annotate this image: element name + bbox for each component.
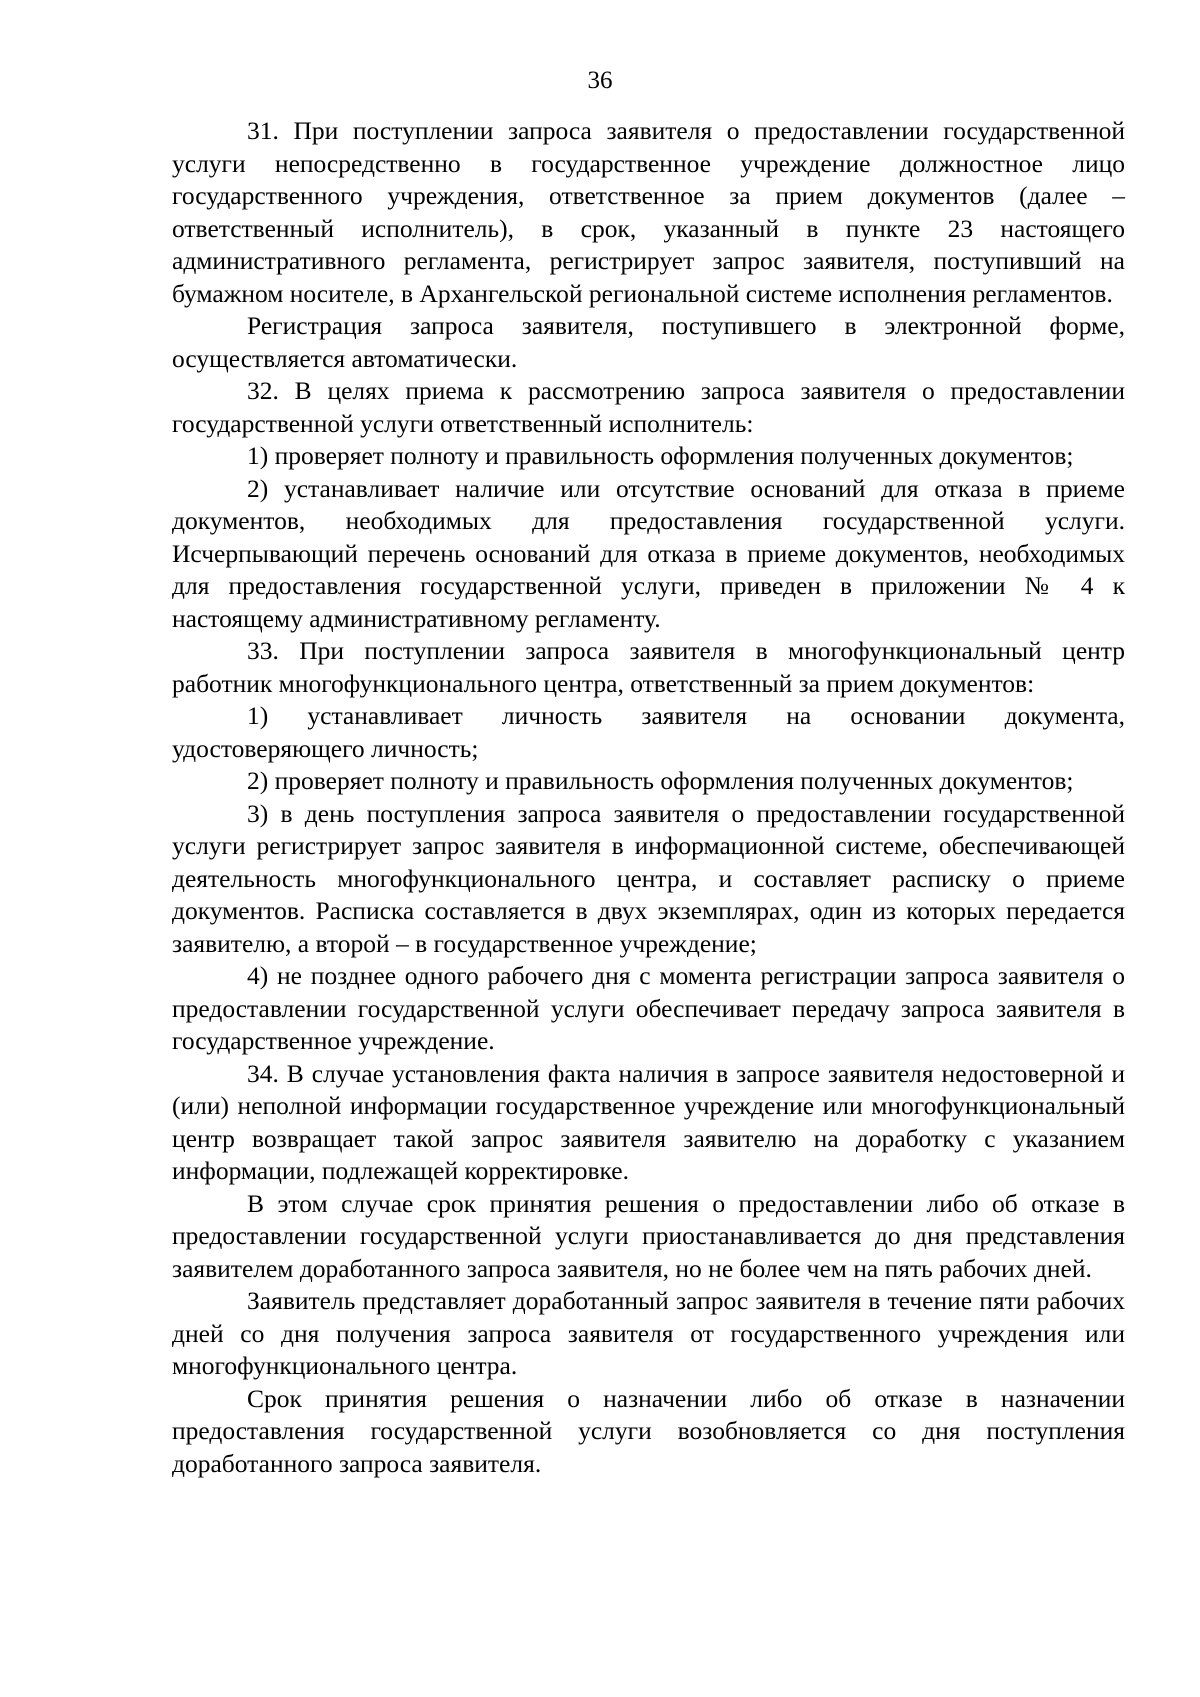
paragraph-33: 33. При поступлении запроса заявителя в многофункциональный центр работник многофункционального центра, ответственный за прием документов: <box>172 636 1125 698</box>
paragraph-31: 31. При поступлении запроса заявителя о предоставлении государственной услуги непосредственно в государственное учреждение должностное лицо государственного учреждения, ответственное за прием документов (далее – ответственный исполнитель), в срок, указанный в пункте 23 настоящего административного регламента, регистрирует запрос заявителя, поступивший на бумажном носителе, в Архангельской региональной системе исполнения регламентов. <box>172 116 1125 308</box>
paragraph-32: 32. В целях приема к рассмотрению запроса заявителя о предоставлении государственной услуги ответственный исполнитель: <box>172 376 1125 438</box>
list-item-32-2: 2) устанавливает наличие или отсутствие оснований для отказа в приеме документов, необходимых для предоставления государственной услуги. Исчерпывающий перечень оснований для отказа в приеме документов, необходимых для предоставления государственной услуги, приведен в приложении № 4 к настоящему административному регламенту. <box>172 473 1125 633</box>
list-item-32-1: 1) проверяет полноту и правильность оформления полученных документов; <box>247 441 1074 470</box>
list-item-33-3: 3) в день поступления запроса заявителя о предоставлении государственной услуги регистрирует запрос заявителя в информационной системе, обеспечивающей деятельность многофункционального центра, и составляет расписку о приеме документов. Расписка составляется в двух экземплярах, один из которых передается заявителю, а второй – в государственное учреждение; <box>172 798 1125 958</box>
paragraph-resubmission: Заявитель представляет доработанный запрос заявителя в течение пяти рабочих дней со дня получения запроса заявителя от государственного учреждения или многофункционального центра. <box>172 1286 1125 1380</box>
document-body <box>172 115 1125 1480</box>
page-number: 36 <box>587 67 613 94</box>
list-item-33-2: 2) проверяет полноту и правильность оформления полученных документов; <box>247 766 1074 795</box>
paragraph-suspension-term: В этом случае срок принятия решения о предоставлении либо об отказе в предоставлении государственной услуги приостанавливается до дня представления заявителем доработанного запроса заявителя, но не более чем на пять рабочих дней. <box>172 1188 1125 1283</box>
paragraph-34: 34. В случае установления факта наличия в запросе заявителя недостоверной и (или) неполной информации государственное учреждение или многофункциональный центр возвращает такой запрос заявителя заявителю на доработку с указанием информации, подлежащей корректировке. <box>172 1058 1125 1185</box>
list-item-33-4: 4) не позднее одного рабочего дня с момента регистрации запроса заявителя о предоставлении государственной услуги обеспечивает передачу запроса заявителя в государственное учреждение. <box>172 961 1125 1055</box>
paragraph-term-resumption: Срок принятия решения о назначении либо об отказе в назначении предоставления государственной услуги возобновляется со дня поступления доработанного запроса заявителя. <box>172 1383 1125 1478</box>
list-item-33-1: 1) устанавливает личность заявителя на основании документа, удостоверяющего личность; <box>172 701 1125 763</box>
paragraph-registration-electronic: Регистрация запроса заявителя, поступившего в электронной форме, осуществляется автоматически. <box>172 311 1125 373</box>
